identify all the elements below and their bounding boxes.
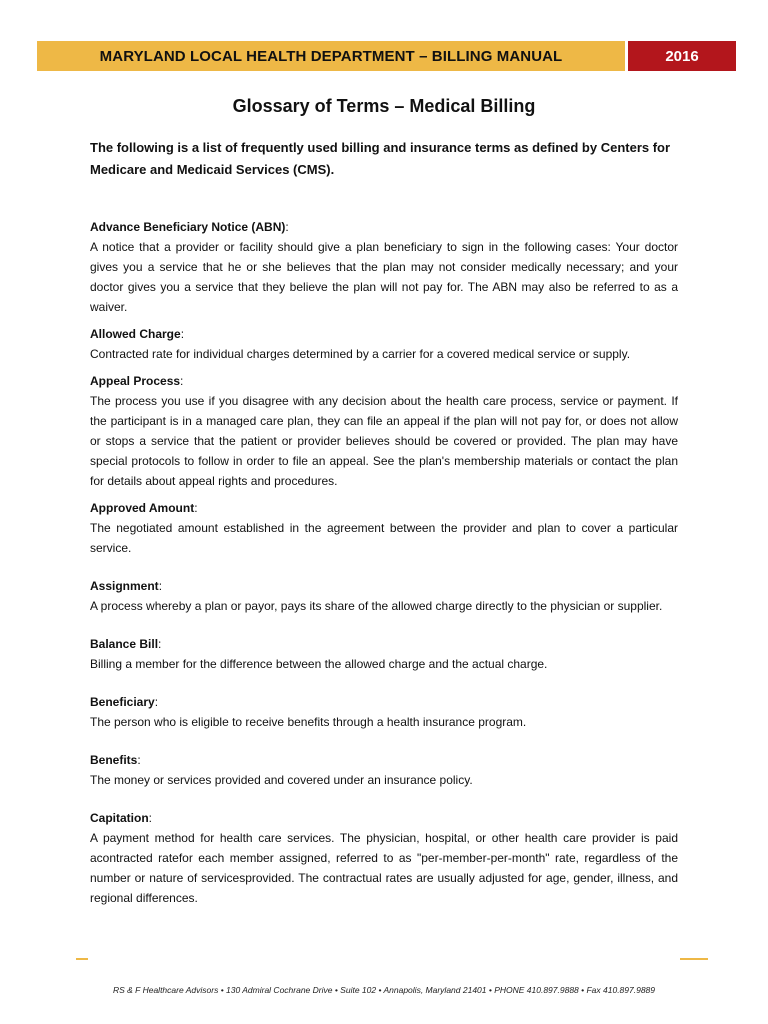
glossary-entry-approved-amount (90, 498, 678, 558)
glossary-entry-benefits (90, 750, 678, 790)
term-definition: Contracted rate for individual charges determined by a carrier for a covered medical service or supply. (90, 347, 631, 361)
term-definition: The person who is eligible to receive benefits through a health insurance program. (90, 715, 527, 729)
footer-rule-left (76, 958, 88, 960)
term-name: Beneficiary (90, 695, 155, 709)
glossary-entry-assignment (90, 576, 678, 616)
term-definition: A notice that a provider or facility should give a plan beneficiary to sign in the following cases: Your doctor gives you a service that he or she believes that the plan may not consider medically necessary; and your doctor gives you a service that they believe the plan will not pay for. The ABN may also be referred to as a waiver. (90, 240, 678, 314)
term-colon: : (148, 811, 153, 825)
term-name: Appeal Process (90, 374, 181, 388)
term-colon: : (137, 753, 141, 767)
header-bar (37, 41, 736, 71)
manual-year: 2016 (628, 41, 736, 71)
glossary-list (90, 217, 678, 908)
glossary-entry-allowed-charge (90, 324, 678, 364)
footer-rule-right (680, 958, 708, 960)
term-name: Capitation (90, 811, 149, 825)
term-definition: The money or services provided and covered under an insurance policy. (90, 773, 473, 787)
footer-contact: RS & F Healthcare Advisors • 130 Admiral Cochrane Drive • Suite 102 • Annapolis, Maryland 21401 • PHONE 410.897.9888 • Fax 410.897.9889 (112, 985, 656, 995)
term-definition: The process you use if you disagree with any decision about the health care process, service or payment. If the participant is in a managed care plan, they can file an appeal if the plan will not pay for, or does not allow or stops a service that the patient or provider believes should be covered or provided. The plan may have special protocols to follow in order to file an appeal. See the plan's membership materials or contact the plan for details about appeal rights and procedures. (90, 394, 678, 488)
page-title: Glossary of Terms – Medical Billing (232, 96, 536, 116)
glossary-entry-appeal-process (90, 371, 678, 491)
term-colon: : (180, 374, 184, 388)
term-name: Allowed Charge (90, 327, 181, 341)
glossary-entry-capitation (90, 808, 678, 908)
glossary-entry-balance-bill (90, 634, 678, 674)
glossary-entry-beneficiary (90, 692, 678, 732)
term-definition: The negotiated amount established in the agreement between the provider and plan to cover a particular service. (90, 521, 678, 555)
term-colon: : (158, 637, 162, 651)
term-name: Benefits (90, 753, 138, 767)
term-colon: : (180, 327, 185, 341)
term-definition: A process whereby a plan or payor, pays its share of the allowed charge directly to the physician or supplier. (90, 599, 663, 613)
term-name: Balance Bill (90, 637, 159, 651)
intro-paragraph: The following is a list of frequently used billing and insurance terms as defined by Centers for Medicare and Medicaid Services (CMS). (90, 140, 671, 177)
term-colon: : (158, 579, 163, 593)
term-name: Assignment (90, 579, 159, 593)
term-name: Advance Beneficiary Notice (ABN) (90, 220, 286, 234)
manual-title: MARYLAND LOCAL HEALTH DEPARTMENT – BILLING MANUAL (37, 41, 625, 71)
glossary-entry-abn (90, 217, 678, 317)
term-definition: Billing a member for the difference between the allowed charge and the actual charge. (90, 657, 548, 671)
term-name: Approved Amount (90, 501, 195, 515)
term-colon: : (154, 695, 159, 709)
term-definition: A payment method for health care services. The physician, hospital, or other health care provider is paid acontracted ratefor each member assigned, referred to as "per-member-per-month" rate, regardless of the number or nature of servicesprovided. The contractual rates are usually adjusted for age, gender, illness, and regional differences. (90, 831, 678, 905)
term-colon: : (194, 501, 198, 515)
term-colon: : (285, 220, 289, 234)
